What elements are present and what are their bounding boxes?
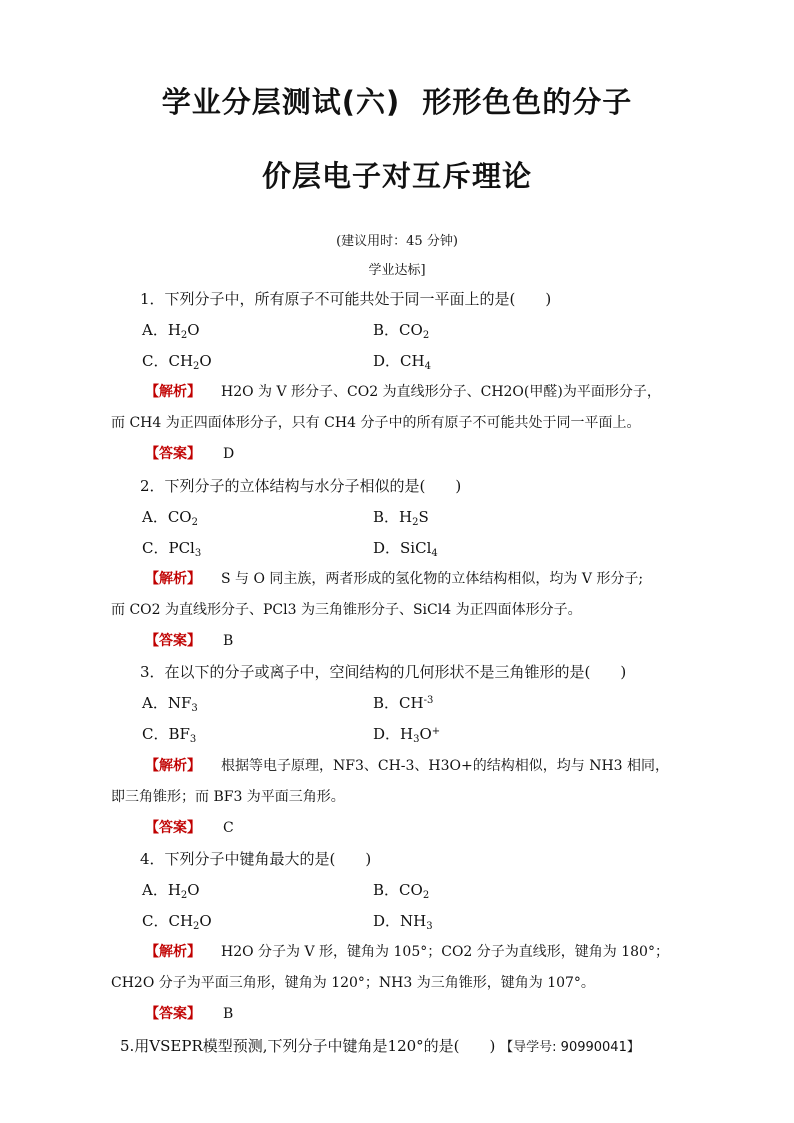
- q5-stem: 5.用VSEPR模型预测,下列分子中键角是120°的是( ) 【导学号: 90990041】: [120, 1037, 640, 1055]
- q3-option-c: C．$BF_3$: [142, 725, 197, 745]
- q4-stem: 4．下列分子中键角最大的是( ): [140, 850, 372, 868]
- q4-analysis-line1: 【解析】 H2O 分子为 V 形，键角为 105°；CO2 分子为直线形，键角为 180°；: [145, 944, 669, 960]
- q3-analysis-line1: 【解析】 根据等电子原理，NF3、CH-3、H3O+的结构相似，均与 NH3 相同，: [145, 758, 670, 774]
- q4-option-d: D．$NH_3$: [373, 912, 433, 932]
- q4-option-a: A．$H_2O$: [142, 881, 200, 901]
- q4-option-c: C．$CH_2O$: [142, 912, 212, 932]
- q1-analysis-line1: 【解析】 H2O 为 V 形分子、CO2 为直线形分子、CH2O(甲醛)为平面形分子，: [145, 384, 661, 400]
- time-note: (建议用时：45 分钟): [336, 234, 458, 249]
- q1-option-c: C．$CH_2O$: [142, 352, 212, 372]
- q2-answer: 【答案】 B: [145, 633, 234, 649]
- q2-option-b: B．$H_2S$: [373, 508, 429, 528]
- section-heading: 学业达标]: [368, 263, 426, 278]
- q1-option-a: A．$H_2O$: [142, 321, 200, 341]
- q2-option-d: D．SiCl$_4$: [373, 539, 438, 559]
- q3-option-a: A．$NF_3$: [142, 694, 198, 714]
- q2-analysis-line1: 【解析】 S 与 O 同主族，两者形成的氢化物的立体结构相似，均为 V 形分子;: [145, 571, 644, 587]
- page-title-line2: 价层电子对互斥理论: [261, 159, 532, 193]
- q1-analysis-line2: 而 CH4 为正四面体形分子，只有 CH4 分子中的所有原子不可能共处于同一平面上。: [111, 415, 641, 431]
- q4-answer: 【答案】 B: [145, 1006, 234, 1022]
- q4-option-b: B．$CO_2$: [373, 881, 430, 901]
- q1-option-d: D．$CH_4$: [373, 352, 431, 372]
- q3-answer: 【答案】 C: [145, 820, 234, 836]
- q2-option-c: C．PCl$_3$: [142, 539, 202, 559]
- q1-stem: 1．下列分子中，所有原子不可能共处于同一平面上的是( ): [140, 290, 552, 308]
- q3-analysis-line2: 即三角锥形；而 BF3 为平面三角形。: [111, 789, 345, 805]
- page-title-line1: 学业分层测试(六) 形形色色的分子: [161, 85, 633, 119]
- q2-option-a: A．$CO_2$: [142, 508, 198, 528]
- q4-analysis-line2: CH2O 分子为平面三角形，键角为 120°；NH3 为三角锥形，键角为 107°。: [111, 975, 595, 991]
- q2-analysis-line2: 而 CO2 为直线形分子、PCl3 为三角锥形分子、SiCl4 为正四面体形分子。: [111, 602, 582, 618]
- guide-number: 【导学号: 90990041】: [500, 1040, 640, 1055]
- q3-stem: 3．在以下的分子或离子中，空间结构的几何形状不是三角锥形的是( ): [140, 663, 627, 681]
- q1-option-b: B．$CO_2$: [373, 321, 430, 341]
- q3-option-d: D．$H_3O^+$: [373, 725, 441, 745]
- q1-answer: 【答案】 D: [145, 446, 235, 462]
- q3-option-b: B．$CH^{-3}$: [373, 694, 434, 712]
- q2-stem: 2．下列分子的立体结构与水分子相似的是( ): [140, 477, 462, 495]
